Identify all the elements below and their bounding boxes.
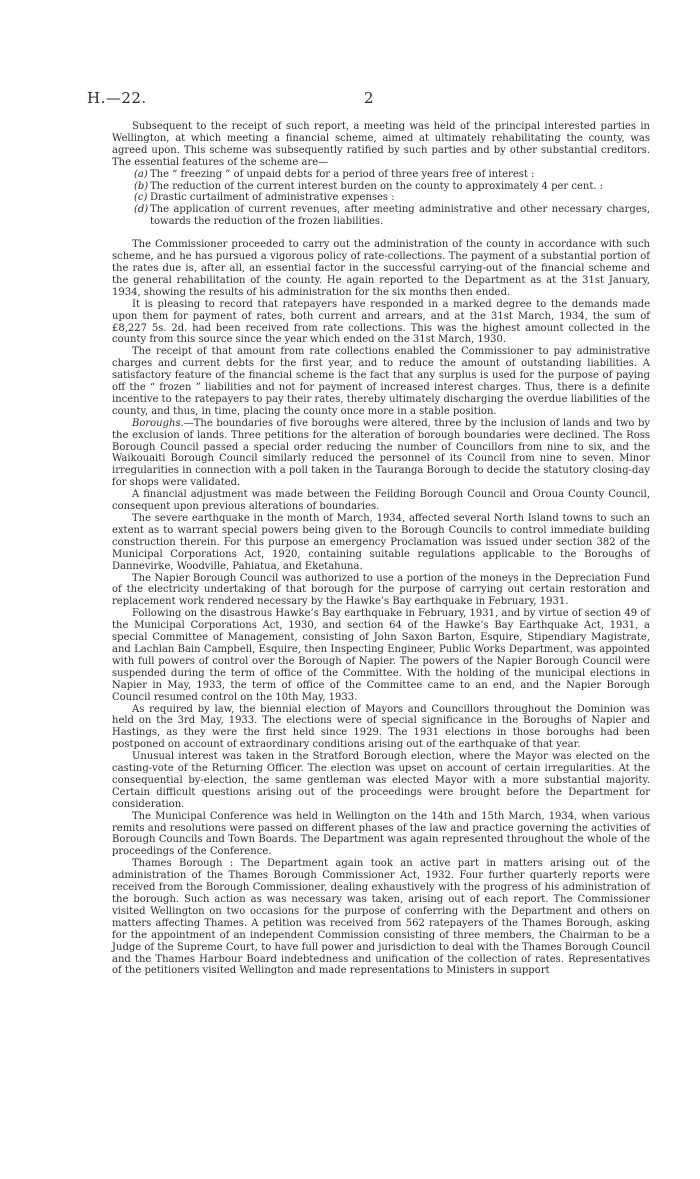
paragraph: A financial adjustment was made between the Feilding Borough Council and Oroua County Council, consequent upon previous alterations of boundaries. <box>112 489 650 513</box>
list-item <box>134 168 650 181</box>
list-item <box>134 180 650 193</box>
scheme-features-list <box>112 169 650 229</box>
report-reference: H.—22. <box>87 89 147 107</box>
paragraph: As required by law, the biennial election of Mayors and Councillors throughout the Dominion was held on the 3rd May, 1933. The elections were of special significance in the Boroughs of Napier and Hastings, as they were the first held since 1929. The 1931 elections in those boroughs had been postponed on account of extraordinary conditions arising out of the earthquake of that year. <box>112 703 650 751</box>
paragraph: It is pleasing to record that ratepayers have responded in a marked degree to the demands made upon them for payment of rates, both current and arrears, and at the 31st March, 1934, the sum of £8,227 5s. 2d. had been received from rate collections. This was the highest amount collected in the county from this source since the year which ended on the 31st March, 1930. <box>112 298 650 346</box>
paragraph: The Napier Borough Council was authorized to use a portion of the moneys in the Depreciation Fund of the electricity undertaking of that borough for the purpose of carrying out certain restoration and replacement work rendered necessary by the Hawke’s Bay earthquake in February, 1931. <box>112 572 650 608</box>
paragraph-text: —The boundaries of five boroughs were altered, three by the inclusion of lands and two by the exclusion of lands. Three petitions for the alteration of borough boundaries were declined. The Ross Borough Council passed a special order reducing the number of Councillors from nine to six, and the Waikouaiti Borough Council similarly reduced the personnel of its Council from nine to seven. Minor irregularities in connection with a poll taken in the Tauranga Borough to decide the statutory closing-day for shops were validated. <box>112 417 650 489</box>
body-text <box>112 121 650 977</box>
list-label: (d) <box>134 204 149 216</box>
paragraph: The Commissioner proceeded to carry out the administration of the county in accordance with such scheme, and he has pursued a vigorous policy of rate-collections. The payment of a substantial portion of the rates due is, after all, an essential factor in the successful carrying-out of the financial scheme and the general rehabilitation of the county. He again reported to the Department as at the 31st January, 1934, showing the results of his administration for the six months then ended. <box>112 239 650 298</box>
paragraph: Subsequent to the receipt of such report, a meeting was held of the principal interested parties in Wellington, at which meeting a financial scheme, aimed at ultimately rehabilitating the county, was agreed upon. This scheme was subsequently ratified by such parties and by other substantial creditors. The essential features of the scheme are— <box>112 121 650 168</box>
page-number: 2 <box>364 89 374 107</box>
list-text: The application of current revenues, after meeting administrative and other necessary charges, towards the reduction of the frozen liabilities. <box>150 204 650 228</box>
paragraph: The severe earthquake in the month of March, 1934, affected several North Island towns to such an extent as to warrant special powers being given to the Borough Councils to control immediate building construction therein. For this purpose an emergency Proclamation was issued under section 382 of the Municipal Corporations Act, 1920, containing suitable regulations applicable to the Boroughs of Dannevirke, Woodville, Pahiatua, and Eketahuna. <box>112 513 650 572</box>
paragraph <box>112 418 650 489</box>
paragraph: Unusual interest was taken in the Stratford Borough election, where the Mayor was elected on the casting-vote of the Returning Officer. The election was upset on account of certain irregularities. At the consequential by-election, the same gentleman was elected Mayor with a more substantial majority. Certain difficult questions arising out of the proceedings were brought before the Department for consideration. <box>112 751 650 810</box>
paragraph: Following on the disastrous Hawke’s Bay earthquake in February, 1931, and by virtue of section 49 of the Municipal Corporations Act, 1930, and section 64 of the Hawke’s Bay Earthquake Act, 1931, a special Committee of Management, consisting of John Saxon Barton, Esquire, Stipendiary Magistrate, and Lachlan Bain Campbell, Esquire, then Inspecting Engineer, Public Works Department, was appointed with full powers of control over the Borough of Napier. The powers of the Napier Borough Council were suspended during the term of office of the Committee. With the holding of the municipal elections in Napier in May, 1933, the term of office of the Committee came to an end, and the Napier Borough Council resumed control on the 10th May, 1933. <box>112 608 650 703</box>
paragraph: The receipt of that amount from rate collections enabled the Commissioner to pay administrative charges and current debts for the first year, and to reduce the amount of outstanding liabilities. A satisfactory feature of the financial scheme is the fact that any surplus is used for the purpose of paying off the “ frozen ” liabilities and not for payment of increased interest charges. Thus, there is a definite incentive to the ratepayers to pay their rates, thereby ultimately discharging the overdue liabilities of the county, and thus, in time, placing the county once more in a stable position. <box>112 346 650 417</box>
list-label: (c) <box>134 192 148 204</box>
list-label: (a) <box>134 168 148 180</box>
section-heading: Boroughs. <box>132 417 184 429</box>
list-text: Drastic curtailment of administrative expenses : <box>150 192 395 204</box>
list-item <box>134 204 650 228</box>
paragraph: The Municipal Conference was held in Wellington on the 14th and 15th March, 1934, when various remits and resolutions were passed on different phases of the law and practice governing the activities of Borough Councils and Town Boards. The Department was again represented throughout the whole of the proceedings of the Conference. <box>112 810 650 858</box>
list-text: The “ freezing ” of unpaid debts for a period of three years free of interest : <box>150 168 535 180</box>
list-item <box>134 192 650 204</box>
list-text: The reduction of the current interest burden on the county to approximately 4 per cent. : <box>150 180 604 192</box>
list-label: (b) <box>134 180 149 192</box>
paragraph: Thames Borough : The Department again took an active part in matters arising out of the administration of the Thames Borough Commissioner Act, 1932. Four further quarterly reports were received from the Borough Commissioner, dealing exhaustively with the progress of his administration of the borough. Such action as was necessary was taken, arising out of each report. The Commissioner visited Wellington on two occasions for the purpose of conferring with the Department and others on matters affecting Thames. A petition was received from 562 ratepayers of the Thames Borough, asking for the appointment of an independent Commission consisting of three members, the Chairman to be a Judge of the Supreme Court, to have full power and jurisdiction to deal with the Thames Borough Council and the Thames Harbour Board indebtedness and unification of the collection of rates. Representatives of the petitioners visited Wellington and made representations to Ministers in support <box>112 858 650 977</box>
